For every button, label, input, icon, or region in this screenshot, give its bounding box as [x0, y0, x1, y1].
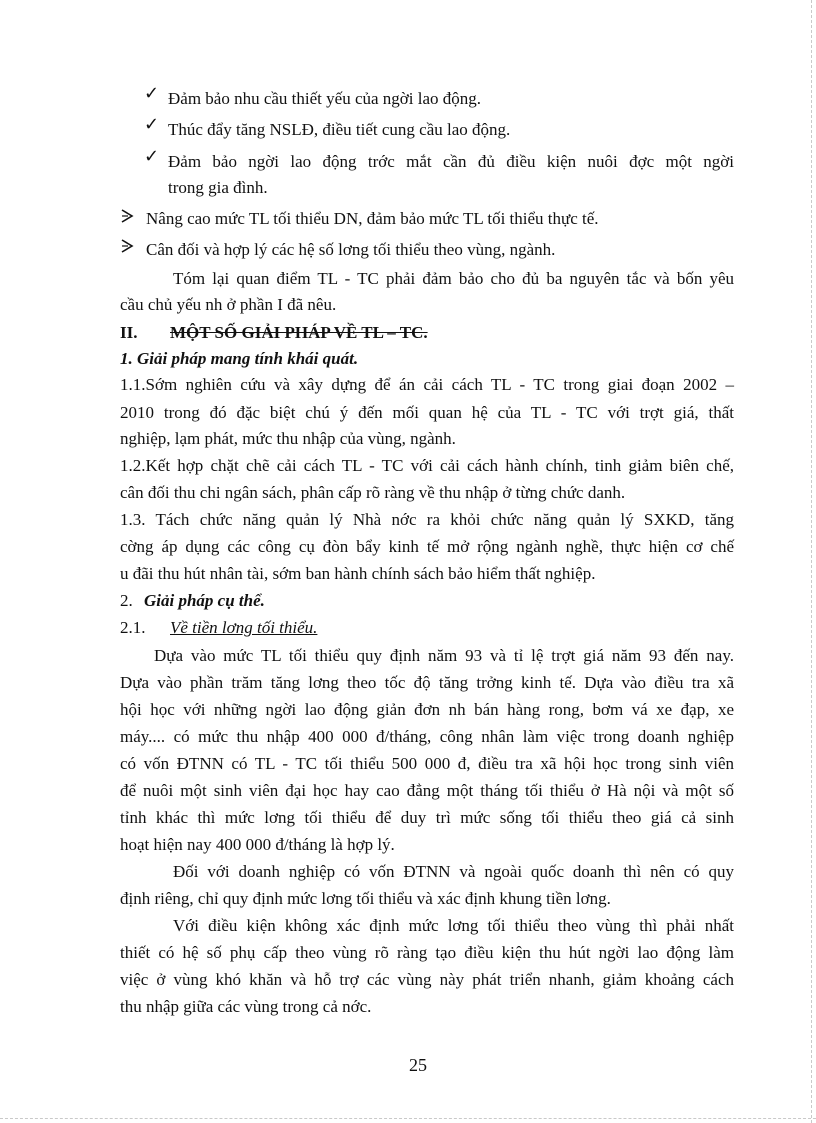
checklist-item-continued: trong gia đình.	[168, 178, 268, 197]
paragraph-line: hoạt hiện nay 400 000 đ/tháng là hợp lý.	[120, 835, 395, 854]
paragraph-line: 2010 trong đó đặc biệt chú ý đến mối quan hệ của TL - TC với trợt giá, thất	[120, 403, 734, 422]
summary-line: cầu chủ yếu nh ở phần I đã nêu.	[120, 295, 337, 314]
paragraph-line: Dựa vào mức TL tối thiểu quy định năm 93 và tỉ lệ trợt giá năm 93 đến nay.	[154, 646, 734, 665]
paragraph-line: cờng áp dụng các công cụ đòn bẩy kinh tế mở rộng ngành nghề, thực hiện cơ chế	[120, 537, 734, 556]
paragraph-line: Với điều kiện không xác định mức lơng tối thiểu theo vùng thì phải nhất	[173, 916, 734, 935]
section-number: II.	[120, 323, 138, 342]
page-edge-bottom	[0, 1118, 816, 1119]
paragraph-line: tỉnh khác thì mức lơng tối thiểu để duy trì mức sống tối thiểu theo giá cả sinh	[120, 808, 734, 827]
checklist-item: Đảm bảo ngời lao động trớc mắt cần đủ điều kiện nuôi đợc một ngời	[168, 152, 734, 171]
arrow-item: Cân đối và hợp lý các hệ số lơng tối thiểu theo vùng, ngành.	[146, 240, 556, 259]
item-title: Về tiền lơng tối thiểu.	[170, 618, 318, 637]
arrow-item: Nâng cao mức TL tối thiểu DN, đảm bảo mức TL tối thiểu thực tế.	[146, 209, 599, 228]
checklist-item: Đảm bảo nhu cầu thiết yếu của ngời lao động.	[168, 89, 482, 108]
paragraph-line: nghiệp, lạm phát, mức thu nhập của vùng, ngành.	[120, 429, 456, 448]
arrow-bullet-icon	[120, 208, 134, 224]
paragraph-line: việc ở vùng khó khăn và hỗ trợ các vùng này phát triển nhanh, giảm khoảng cách	[120, 970, 734, 989]
paragraph-line: thiết có hệ số phụ cấp theo vùng rõ ràng tạo điều kiện thu hút ngời lao động làm	[120, 943, 734, 962]
page-edge-right	[811, 0, 812, 1123]
paragraph-line: Dựa vào phần trăm tăng lơng theo tốc độ tăng trởng kinh tế. Dựa vào điều tra xã	[120, 673, 734, 692]
paragraph-line: để nuôi một sinh viên đại học hay cao đẳng một tháng tối thiểu ở Hà nội và một số	[120, 781, 734, 800]
checklist-item: Thúc đẩy tăng NSLĐ, điều tiết cung cầu lao động.	[168, 120, 511, 139]
section-title: MỘT SỐ GIẢI PHÁP VỀ TL – TC.	[170, 323, 428, 342]
subsection-heading: Giải pháp cụ thể.	[144, 591, 265, 610]
checkmark-icon: ✓	[144, 114, 160, 135]
paragraph-line: Đối với doanh nghiệp có vốn ĐTNN và ngoài quốc doanh thì nên có quy	[173, 862, 734, 881]
paragraph-line: 1.1.Sớm nghiên cứu và xây dựng để án cải cách TL - TC trong giai đoạn 2002 –	[120, 375, 734, 394]
paragraph-line: u đãi thu hút nhân tài, sớm ban hành chính sách bảo hiểm thất nghiệp.	[120, 564, 596, 583]
paragraph-line: máy.... có mức thu nhập 400 000 đ/tháng, công nhân làm việc trong doanh nghiệp	[120, 727, 734, 746]
checkmark-icon: ✓	[144, 146, 160, 167]
item-number: 2.1.	[120, 618, 146, 637]
paragraph-line: hội học với những ngời lao động giản đơn nh bán hàng rong, bơm vá xe đạp, xe	[120, 700, 734, 719]
paragraph-line: cân đối thu chi ngân sách, phân cấp rõ ràng về thu nhập ở từng chức danh.	[120, 483, 626, 502]
page-number: 25	[409, 1055, 427, 1075]
subsection-heading: 1. Giải pháp mang tính khái quát.	[120, 349, 359, 368]
subsection-number: 2.	[120, 591, 133, 610]
paragraph-line: định riêng, chỉ quy định mức lơng tối thiểu và xác định khung tiền lơng.	[120, 889, 611, 908]
paragraph-line: 1.3. Tách chức năng quản lý Nhà nớc ra khỏi chức năng quản lý SXKD, tăng	[120, 510, 734, 529]
arrow-bullet-icon	[120, 238, 134, 254]
paragraph-line: có vốn ĐTNN có TL - TC tối thiểu 500 000 đ, điều tra xã hội học trong sinh viên	[120, 754, 734, 773]
checkmark-icon: ✓	[144, 83, 160, 104]
summary-line: Tóm lại quan điểm TL - TC phải đảm bảo cho đủ ba nguyên tắc và bốn yêu	[173, 269, 734, 288]
paragraph-line: 1.2.Kết hợp chặt chẽ cải cách TL - TC với cải cách hành chính, tinh giảm biên chế,	[120, 456, 734, 475]
paragraph-line: thu nhập giữa các vùng trong cả nớc.	[120, 997, 372, 1016]
